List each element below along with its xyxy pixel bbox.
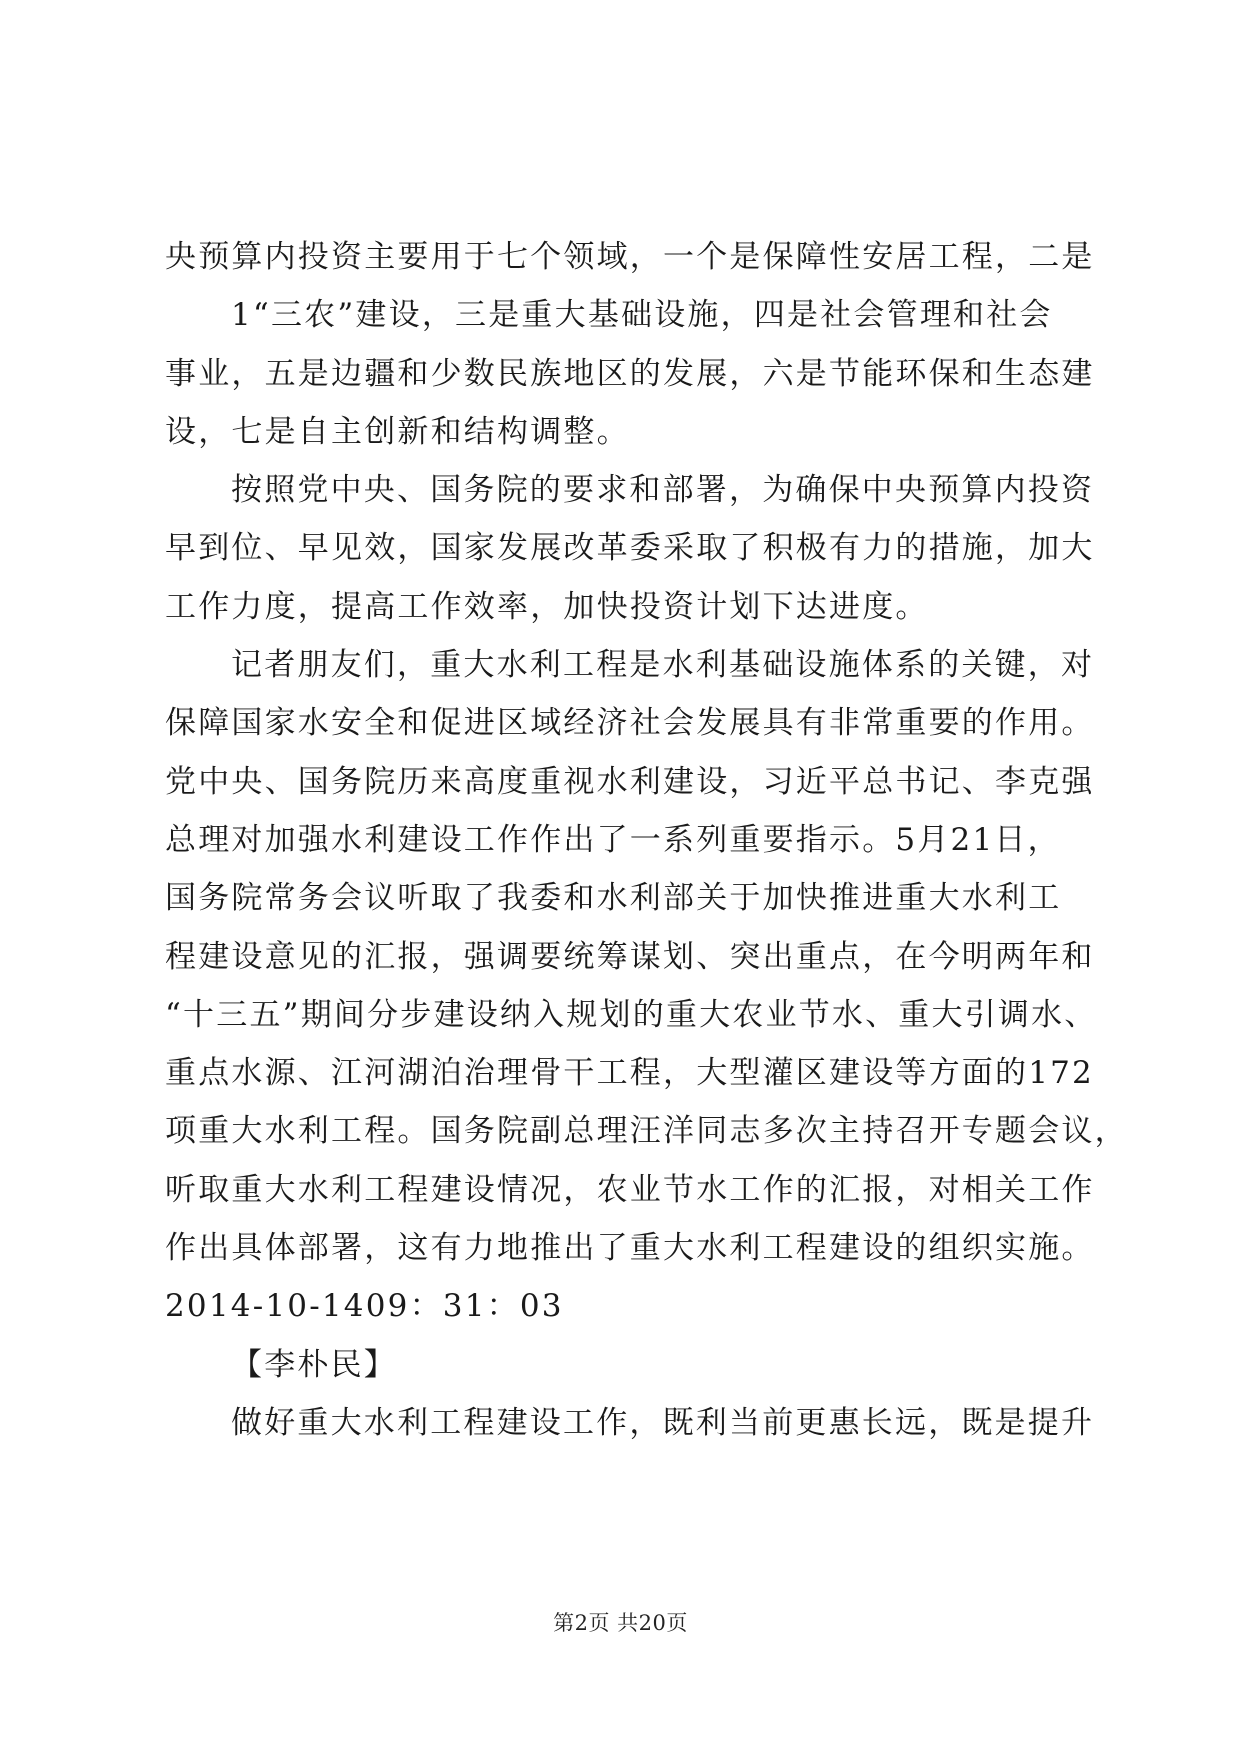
page-number-footer: 第2页 共20页 — [553, 1611, 688, 1635]
paragraph-3-line-4: 总理对加强水利建设工作作出了一系列重要指示。5月21日， — [165, 821, 1061, 858]
paragraph-2-line-2: 早到位、早见效，国家发展改革委采取了积极有力的措施，加大 — [165, 530, 1095, 567]
paragraph-4-line-1: 做好重大水利工程建设工作，既利当前更惠长远，既是提升 — [231, 1404, 1095, 1441]
timestamp-line: 2014-10-1409：31：03 — [165, 1288, 564, 1325]
paragraph-3-line-8: 重点水源、江河湖泊治理骨干工程，大型灌区建设等方面的172 — [165, 1055, 1094, 1092]
paragraph-3-line-10: 听取重大水利工程建设情况，农业节水工作的汇报，对相关工作 — [165, 1171, 1095, 1208]
text-line-4: 设，七是自主创新和结构调整。 — [165, 413, 630, 450]
paragraph-3-line-5: 国务院常务会议听取了我委和水利部关于加快推进重大水利工 — [165, 880, 1062, 917]
text-line-3: 事业，五是边疆和少数民族地区的发展，六是节能环保和生态建 — [165, 355, 1095, 392]
paragraph-3-line-3: 党中央、国务院历来高度重视水利建设，习近平总书记、李克强 — [165, 763, 1095, 800]
paragraph-3-line-7: “十三五”期间分步建设纳入规划的重大农业节水、重大引调水、 — [165, 996, 1098, 1033]
paragraph-3-line-9: 项重大水利工程。国务院副总理汪洋同志多次主持召开专题会议， — [165, 1113, 1128, 1150]
paragraph-2-line-1: 按照党中央、国务院的要求和部署，为确保中央预算内投资 — [231, 472, 1095, 509]
paragraph-3-line-1: 记者朋友们，重大水利工程是水利基础设施体系的关键，对 — [231, 647, 1095, 684]
paragraph-3-line-11: 作出具体部署，这有力地推出了重大水利工程建设的组织实施。 — [165, 1230, 1095, 1267]
speaker-label: 【李朴民】 — [231, 1346, 397, 1383]
text-line-2: 1“三农”建设，三是重大基础设施，四是社会管理和社会 — [231, 297, 1053, 334]
paragraph-3-line-2: 保障国家水安全和促进区域经济社会发展具有非常重要的作用。 — [165, 705, 1095, 742]
document-body — [165, 228, 1128, 1452]
paragraph-3-line-6: 程建设意见的汇报，强调要统筹谋划、突出重点，在今明两年和 — [165, 938, 1095, 975]
text-line-1: 央预算内投资主要用于七个领域，一个是保障性安居工程，二是 — [165, 239, 1095, 275]
paragraph-2-line-3: 工作力度，提高工作效率，加快投资计划下达进度。 — [165, 588, 929, 625]
